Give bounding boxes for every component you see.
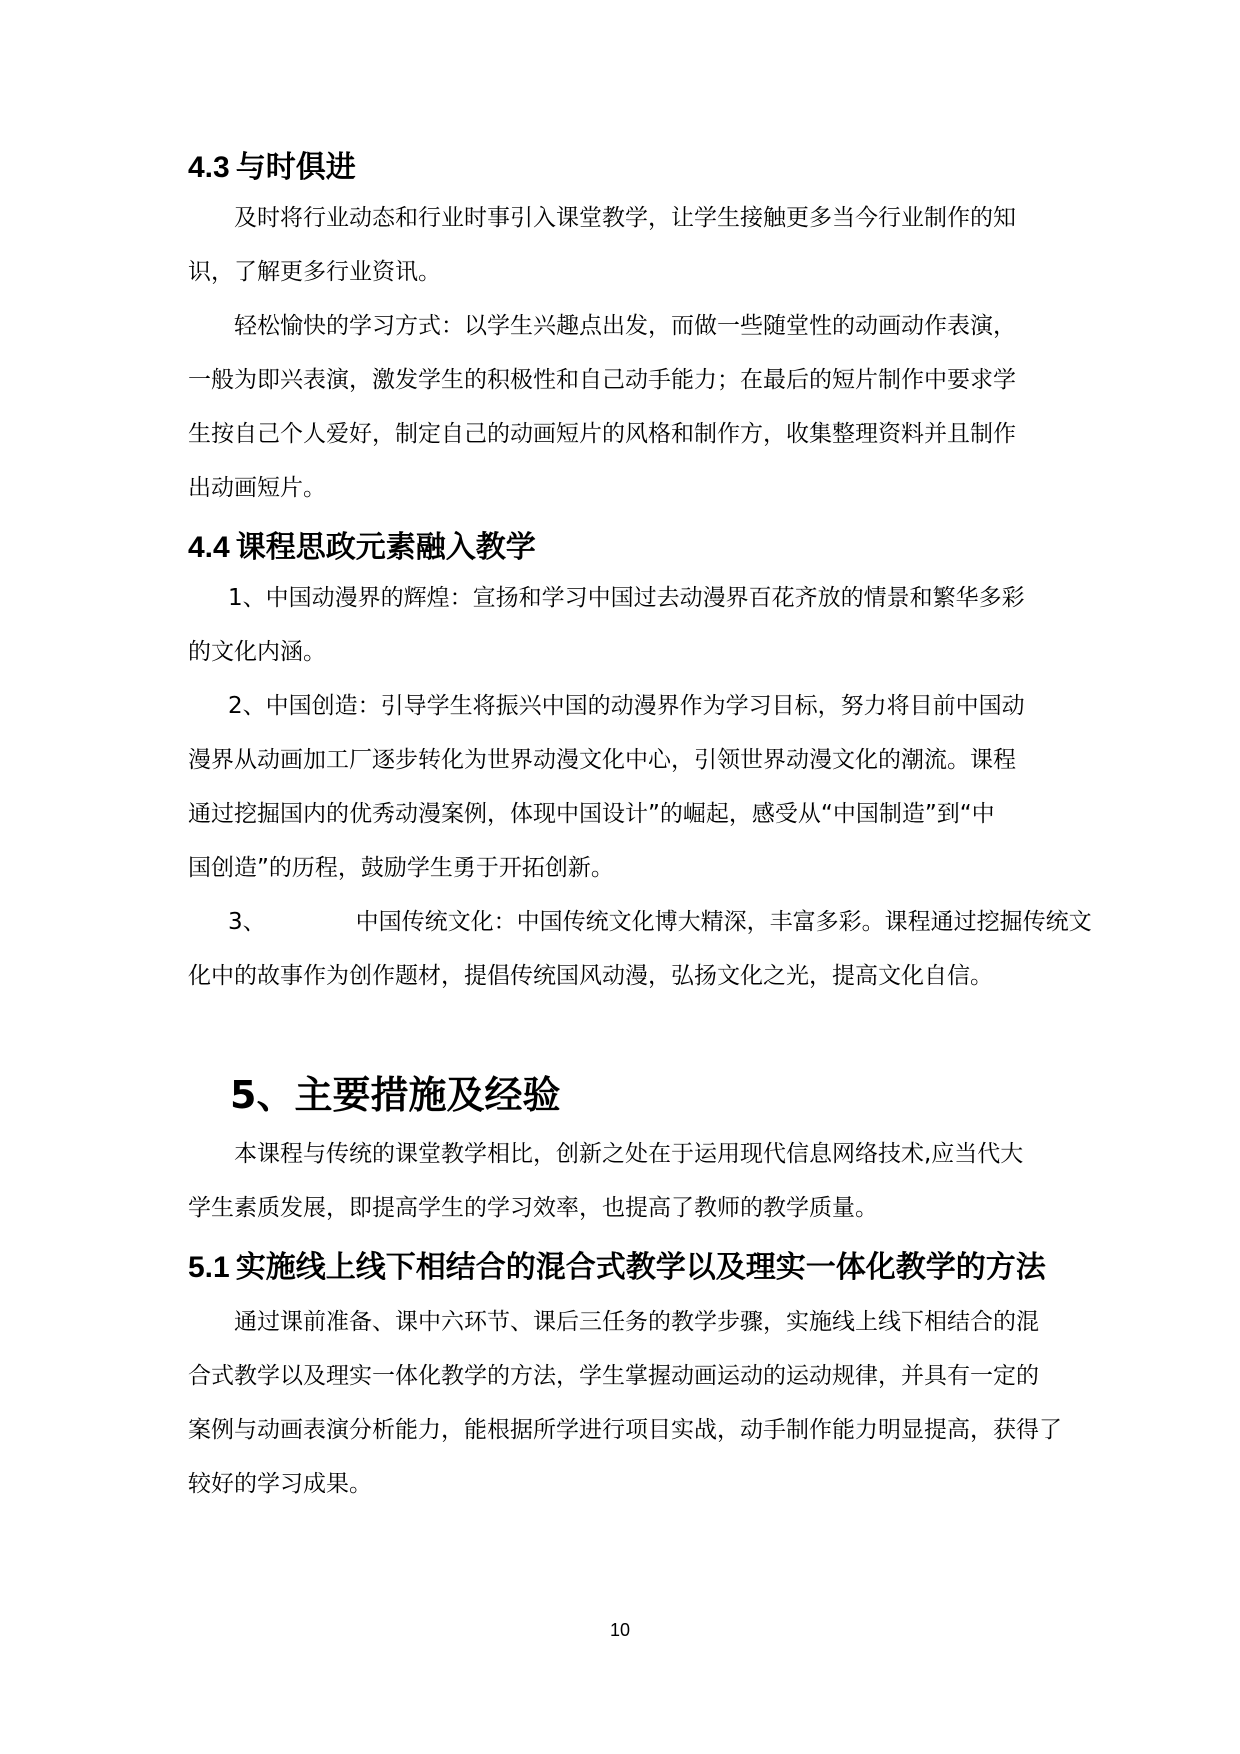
list-item-3 bbox=[228, 906, 1092, 938]
paragraph-line: 生按自己个人爱好，制定自己的动画短片的风格和制作方，收集整理资料并且制作 bbox=[188, 421, 1016, 447]
heading-5: 5、主要措施及经验 bbox=[230, 1073, 561, 1117]
paragraph-line: 一般为即兴表演，激发学生的积极性和自己动手能力；在最后的短片制作中要求学 bbox=[188, 367, 1016, 393]
paragraph-line: 识，了解更多行业资讯。 bbox=[188, 259, 441, 285]
paragraph-line: 漫界从动画加工厂逐步转化为世界动漫文化中心，引领世界动漫文化的潮流。课程 bbox=[188, 747, 1016, 773]
paragraph-line: 中国传统文化：中国传统文化博大精深，丰富多彩。课程通过挖掘传统文 bbox=[355, 909, 1092, 935]
paragraph-line: 及时将行业动态和行业时事引入课堂教学，让学生接触更多当今行业制作的知 bbox=[234, 205, 1016, 231]
heading-4-3 bbox=[188, 148, 356, 188]
heading-number: 4.4 bbox=[188, 531, 230, 564]
paragraph-line: 1、中国动漫界的辉煌：宣扬和学习中国过去动漫界百花齐放的情景和繁华多彩 bbox=[228, 585, 1025, 611]
paragraph-line: 案例与动画表演分析能力，能根据所学进行项目实战，动手制作能力明显提高，获得了 bbox=[188, 1417, 1062, 1443]
paragraph-line: 轻松愉快的学习方式：以学生兴趣点出发，而做一些随堂性的动画动作表演， bbox=[234, 313, 1016, 339]
list-marker: 3、 bbox=[228, 909, 266, 935]
heading-number: 5.1 bbox=[188, 1251, 230, 1284]
paragraph-line: 2、中国创造：引导学生将振兴中国的动漫界作为学习目标，努力将目前中国动 bbox=[228, 693, 1025, 719]
paragraph-line: 合式教学以及理实一体化教学的方法，学生掌握动画运动的运动规律，并具有一定的 bbox=[188, 1363, 1039, 1389]
heading-5-1 bbox=[188, 1248, 1046, 1288]
heading-title: 实施线上线下相结合的混合式教学以及理实一体化教学的方法 bbox=[235, 1250, 1046, 1285]
heading-title: 课程思政元素融入教学 bbox=[235, 530, 536, 565]
heading-title: 与时俱进 bbox=[235, 150, 356, 185]
heading-4-4 bbox=[188, 528, 536, 568]
paragraph-line: 的文化内涵。 bbox=[188, 639, 326, 665]
paragraph-line: 化中的故事作为创作题材，提倡传统国风动漫，弘扬文化之光，提高文化自信。 bbox=[188, 963, 993, 989]
paragraph-line: 出动画短片。 bbox=[188, 475, 326, 501]
paragraph-line: 本课程与传统的课堂教学相比，创新之处在于运用现代信息网络技术,应当代大 bbox=[234, 1141, 1024, 1167]
page-number: 10 bbox=[609, 1620, 631, 1640]
paragraph-line: 国创造”的历程，鼓励学生勇于开拓创新。 bbox=[188, 855, 614, 881]
heading-number: 4.3 bbox=[188, 151, 230, 184]
paragraph-line: 较好的学习成果。 bbox=[188, 1471, 372, 1497]
paragraph-line: 通过课前准备、课中六环节、课后三任务的教学步骤，实施线上线下相结合的混 bbox=[234, 1309, 1039, 1335]
paragraph-line: 学生素质发展，即提高学生的学习效率，也提高了教师的教学质量。 bbox=[188, 1195, 878, 1221]
paragraph-line: 通过挖掘国内的优秀动漫案例，体现中国设计”的崛起，感受从“中国制造”到“中 bbox=[188, 801, 995, 827]
